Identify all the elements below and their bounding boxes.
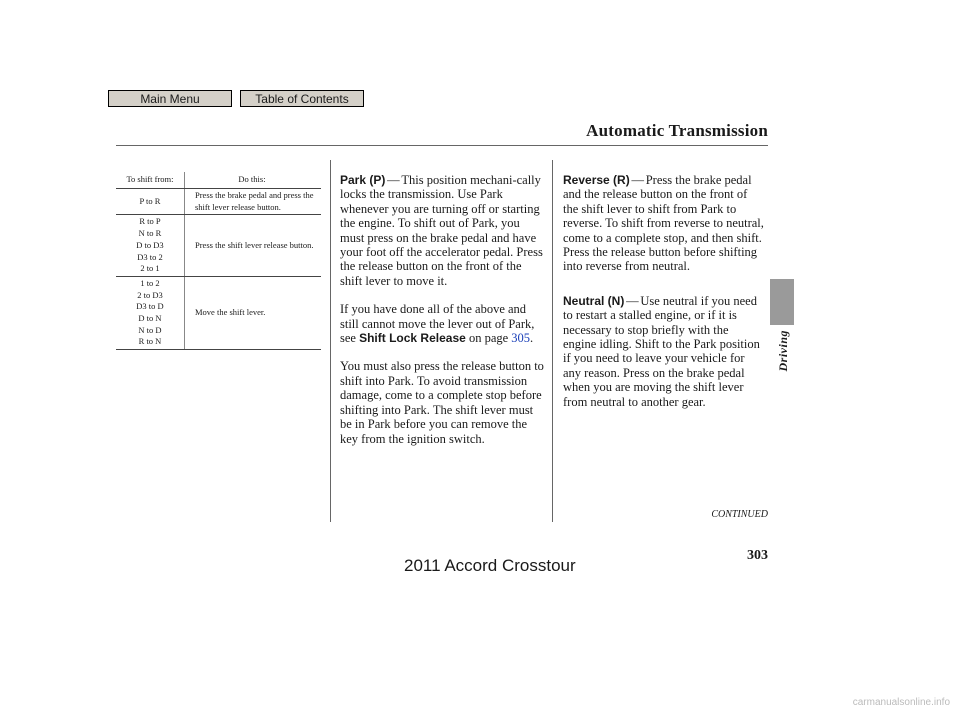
park-text-2: If you have done all of the above and still cannot move the lever out of Park, see [340, 302, 535, 346]
section-tab [770, 279, 794, 325]
park-paragraph-1 [340, 173, 546, 288]
shift-from-item: N to D [138, 324, 162, 335]
table-header-row [116, 172, 321, 189]
shift-from-item: R to P [139, 216, 161, 227]
park-text-2c: . [530, 331, 534, 346]
main-menu-button[interactable]: Main Menu [108, 90, 232, 107]
shift-from-cell [116, 189, 185, 215]
footer-title: 2011 Accord Crosstour [404, 556, 576, 575]
park-paragraph-2 [340, 302, 546, 345]
column-divider [552, 160, 553, 522]
reverse-paragraph [563, 173, 765, 274]
shift-lock-release-ref: Shift Lock Release [359, 331, 466, 346]
park-column [340, 173, 546, 460]
section-label: Driving [776, 330, 790, 372]
col-header-do: Do this: [185, 172, 322, 189]
continued-label: CONTINUED [711, 509, 768, 520]
shift-from-cell [116, 276, 185, 349]
action-cell: Press the shift lever release button. [185, 215, 322, 277]
neutral-text: Use neutral if you need to restart a stalled engine, or if it is necessary to stop briefly with the engine idling. Shift to the Park position if you need to leave your vehicle for any reason. Press on the brake pedal when you are moving the shift lever from neutral to another gear. [563, 293, 760, 409]
shift-table [116, 172, 321, 350]
reverse-heading: Reverse (R) [563, 173, 630, 187]
shift-from-item: 2 to 1 [140, 263, 160, 274]
shift-from-item: D to N [138, 313, 162, 324]
table-row [116, 215, 321, 277]
em-dash: — [387, 173, 400, 187]
shift-from-item: 2 to D3 [137, 289, 163, 300]
watermark: carmanualsonline.info [852, 697, 950, 708]
column-divider [330, 160, 331, 522]
neutral-heading: Neutral (N) [563, 293, 625, 308]
reverse-text: Press the brake pedal and the release button on the front of the shift lever to shift from Park to reverse. To shift from reverse to neutral, come to a complete stop, and then shift. Press the release button before shifting into reverse from neutral. [563, 173, 764, 274]
action-cell: Press the brake pedal and press the shift lever release button. [185, 189, 322, 215]
park-paragraph-3: You must also press the release button to shift into Park. To avoid transmission damage, come to a complete stop before shifting into Park. The shift lever must be in Park before you can remove the key from the ignition switch. [340, 359, 544, 446]
page-title: Automatic Transmission [586, 121, 768, 140]
park-text-1: This position mechani-cally locks the transmission. Use Park whenever you are turning off or starting the engine. To shift out of Park, you must press on the brake pedal and have your foot off the accelerator pedal. Press the release button on the front of the shift lever to move it. [340, 173, 543, 288]
em-dash: — [631, 173, 644, 187]
right-column [563, 173, 765, 423]
park-heading: Park (P) [340, 173, 386, 187]
shift-from-item: D to D3 [136, 239, 164, 250]
page-link-305[interactable]: 305 [511, 331, 531, 346]
table-row [116, 189, 321, 215]
page-number: 303 [747, 548, 768, 563]
shift-from-item: D3 to D [136, 301, 164, 312]
shift-from-item: N to R [138, 228, 162, 239]
action-cell: Move the shift lever. [185, 276, 322, 349]
col-header-from: To shift from: [116, 172, 185, 189]
table-of-contents-button[interactable]: Table of Contents [240, 90, 364, 107]
shift-from-item: R to N [138, 336, 162, 347]
park-text-2b: on page [468, 331, 509, 346]
table-row [116, 276, 321, 349]
em-dash: — [626, 293, 639, 308]
shift-from-cell [116, 215, 185, 277]
shift-from-item: 1 to 2 [140, 277, 160, 288]
neutral-paragraph [563, 294, 765, 409]
shift-from-item: D3 to 2 [137, 251, 163, 262]
shift-from-item: P to R [139, 195, 161, 206]
header-rule [116, 145, 768, 146]
